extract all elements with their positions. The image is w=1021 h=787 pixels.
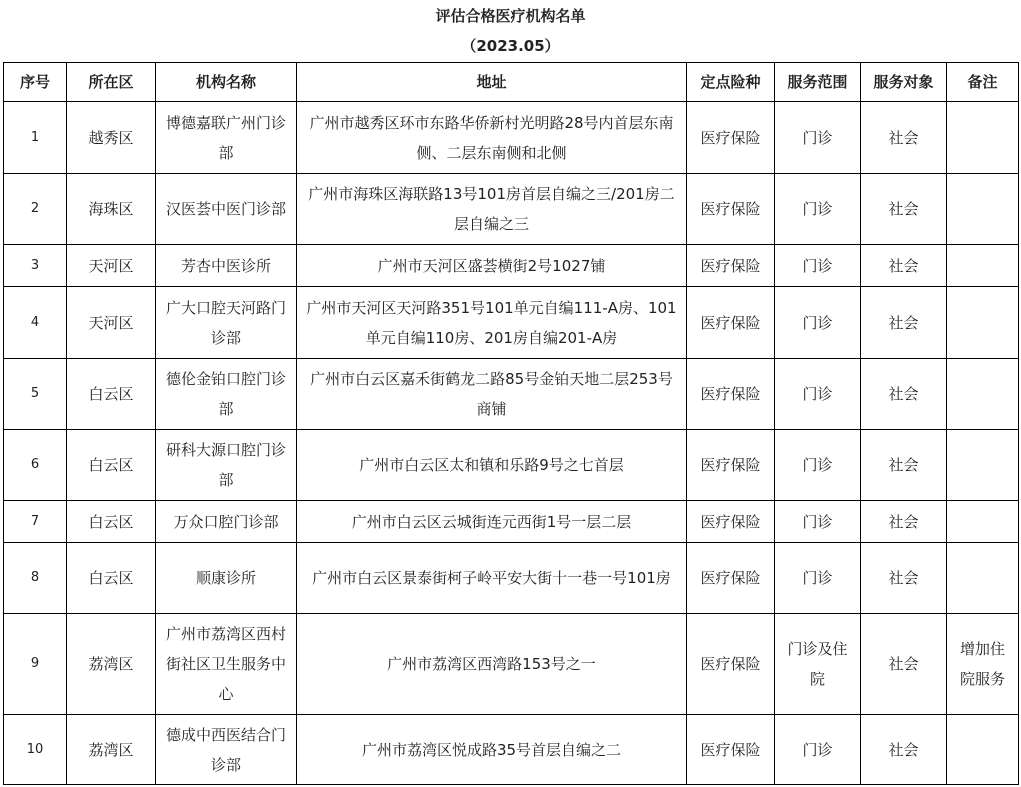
header-address: 地址 xyxy=(297,63,687,102)
cell-address: 广州市天河区天河路351号101单元自编111-A房、101单元自编110房、201房自编201-A房 xyxy=(297,287,687,359)
cell-scope: 门诊 xyxy=(775,715,861,785)
cell-remark xyxy=(947,543,1019,614)
cell-scope: 门诊 xyxy=(775,359,861,430)
cell-district: 荔湾区 xyxy=(67,715,156,785)
cell-address: 广州市天河区盛荟横街2号1027铺 xyxy=(297,245,687,287)
cell-remark xyxy=(947,501,1019,543)
cell-target: 社会 xyxy=(861,501,947,543)
table-row xyxy=(4,430,1019,501)
document-subtitle: （2023.05） xyxy=(461,37,560,55)
cell-district: 白云区 xyxy=(67,359,156,430)
table-row xyxy=(4,174,1019,245)
cell-name: 德伦金铂口腔门诊部 xyxy=(156,359,297,430)
cell-address: 广州市白云区景泰街柯子岭平安大街十一巷一号101房 xyxy=(297,543,687,614)
cell-no: 4 xyxy=(4,287,67,359)
cell-scope: 门诊及住院 xyxy=(775,614,861,715)
cell-scope: 门诊 xyxy=(775,543,861,614)
cell-no: 8 xyxy=(4,543,67,614)
cell-remark xyxy=(947,245,1019,287)
table-row xyxy=(4,543,1019,614)
header-name: 机构名称 xyxy=(156,63,297,102)
cell-address: 广州市荔湾区西湾路153号之一 xyxy=(297,614,687,715)
cell-scope: 门诊 xyxy=(775,174,861,245)
header-scope: 服务范围 xyxy=(775,63,861,102)
cell-name: 研科大源口腔门诊部 xyxy=(156,430,297,501)
table-row xyxy=(4,102,1019,174)
cell-district: 荔湾区 xyxy=(67,614,156,715)
cell-insurance: 医疗保险 xyxy=(687,174,775,245)
cell-no: 9 xyxy=(4,614,67,715)
cell-insurance: 医疗保险 xyxy=(687,430,775,501)
cell-insurance: 医疗保险 xyxy=(687,501,775,543)
cell-scope: 门诊 xyxy=(775,102,861,174)
table-row xyxy=(4,245,1019,287)
cell-insurance: 医疗保险 xyxy=(687,543,775,614)
header-no: 序号 xyxy=(4,63,67,102)
cell-no: 10 xyxy=(4,715,67,785)
cell-insurance: 医疗保险 xyxy=(687,715,775,785)
cell-address: 广州市白云区云城街连元西街1号一层二层 xyxy=(297,501,687,543)
cell-remark xyxy=(947,102,1019,174)
cell-scope: 门诊 xyxy=(775,430,861,501)
cell-district: 白云区 xyxy=(67,501,156,543)
cell-remark xyxy=(947,430,1019,501)
cell-target: 社会 xyxy=(861,430,947,501)
cell-no: 3 xyxy=(4,245,67,287)
cell-no: 1 xyxy=(4,102,67,174)
cell-address: 广州市海珠区海联路13号101房首层自编之三/201房二层自编之三 xyxy=(297,174,687,245)
cell-address: 广州市白云区嘉禾街鹤龙二路85号金铂天地二层253号商铺 xyxy=(297,359,687,430)
cell-name: 汉医荟中医门诊部 xyxy=(156,174,297,245)
table-header-row xyxy=(4,63,1019,102)
cell-district: 越秀区 xyxy=(67,102,156,174)
cell-target: 社会 xyxy=(861,245,947,287)
institution-table xyxy=(3,62,1019,785)
table-row xyxy=(4,614,1019,715)
cell-insurance: 医疗保险 xyxy=(687,359,775,430)
cell-name: 芳杏中医诊所 xyxy=(156,245,297,287)
cell-name: 顺康诊所 xyxy=(156,543,297,614)
cell-district: 天河区 xyxy=(67,287,156,359)
table-row xyxy=(4,359,1019,430)
cell-remark xyxy=(947,715,1019,785)
cell-insurance: 医疗保险 xyxy=(687,102,775,174)
cell-name: 广大口腔天河路门诊部 xyxy=(156,287,297,359)
cell-district: 白云区 xyxy=(67,543,156,614)
header-insurance: 定点险种 xyxy=(687,63,775,102)
cell-address: 广州市越秀区环市东路华侨新村光明路28号内首层东南侧、二层东南侧和北侧 xyxy=(297,102,687,174)
cell-target: 社会 xyxy=(861,174,947,245)
cell-address: 广州市白云区太和镇和乐路9号之七首层 xyxy=(297,430,687,501)
cell-no: 5 xyxy=(4,359,67,430)
cell-name: 广州市荔湾区西村街社区卫生服务中心 xyxy=(156,614,297,715)
table-row xyxy=(4,287,1019,359)
cell-insurance: 医疗保险 xyxy=(687,245,775,287)
cell-remark xyxy=(947,287,1019,359)
cell-remark: 增加住院服务 xyxy=(947,614,1019,715)
cell-name: 博德嘉联广州门诊部 xyxy=(156,102,297,174)
cell-target: 社会 xyxy=(861,102,947,174)
cell-address: 广州市荔湾区悦成路35号首层自编之二 xyxy=(297,715,687,785)
cell-target: 社会 xyxy=(861,614,947,715)
cell-name: 万众口腔门诊部 xyxy=(156,501,297,543)
cell-insurance: 医疗保险 xyxy=(687,614,775,715)
cell-target: 社会 xyxy=(861,543,947,614)
table-row xyxy=(4,501,1019,543)
cell-scope: 门诊 xyxy=(775,245,861,287)
cell-target: 社会 xyxy=(861,287,947,359)
cell-insurance: 医疗保险 xyxy=(687,287,775,359)
cell-no: 6 xyxy=(4,430,67,501)
cell-no: 7 xyxy=(4,501,67,543)
cell-district: 海珠区 xyxy=(67,174,156,245)
cell-remark xyxy=(947,174,1019,245)
cell-target: 社会 xyxy=(861,715,947,785)
cell-scope: 门诊 xyxy=(775,501,861,543)
document-title: 评估合格医疗机构名单 xyxy=(435,7,586,25)
cell-target: 社会 xyxy=(861,359,947,430)
cell-district: 白云区 xyxy=(67,430,156,501)
header-target: 服务对象 xyxy=(861,63,947,102)
header-district: 所在区 xyxy=(67,63,156,102)
cell-no: 2 xyxy=(4,174,67,245)
header-remark: 备注 xyxy=(947,63,1019,102)
cell-remark xyxy=(947,359,1019,430)
cell-district: 天河区 xyxy=(67,245,156,287)
cell-scope: 门诊 xyxy=(775,287,861,359)
cell-name: 德成中西医结合门诊部 xyxy=(156,715,297,785)
table-row xyxy=(4,715,1019,785)
